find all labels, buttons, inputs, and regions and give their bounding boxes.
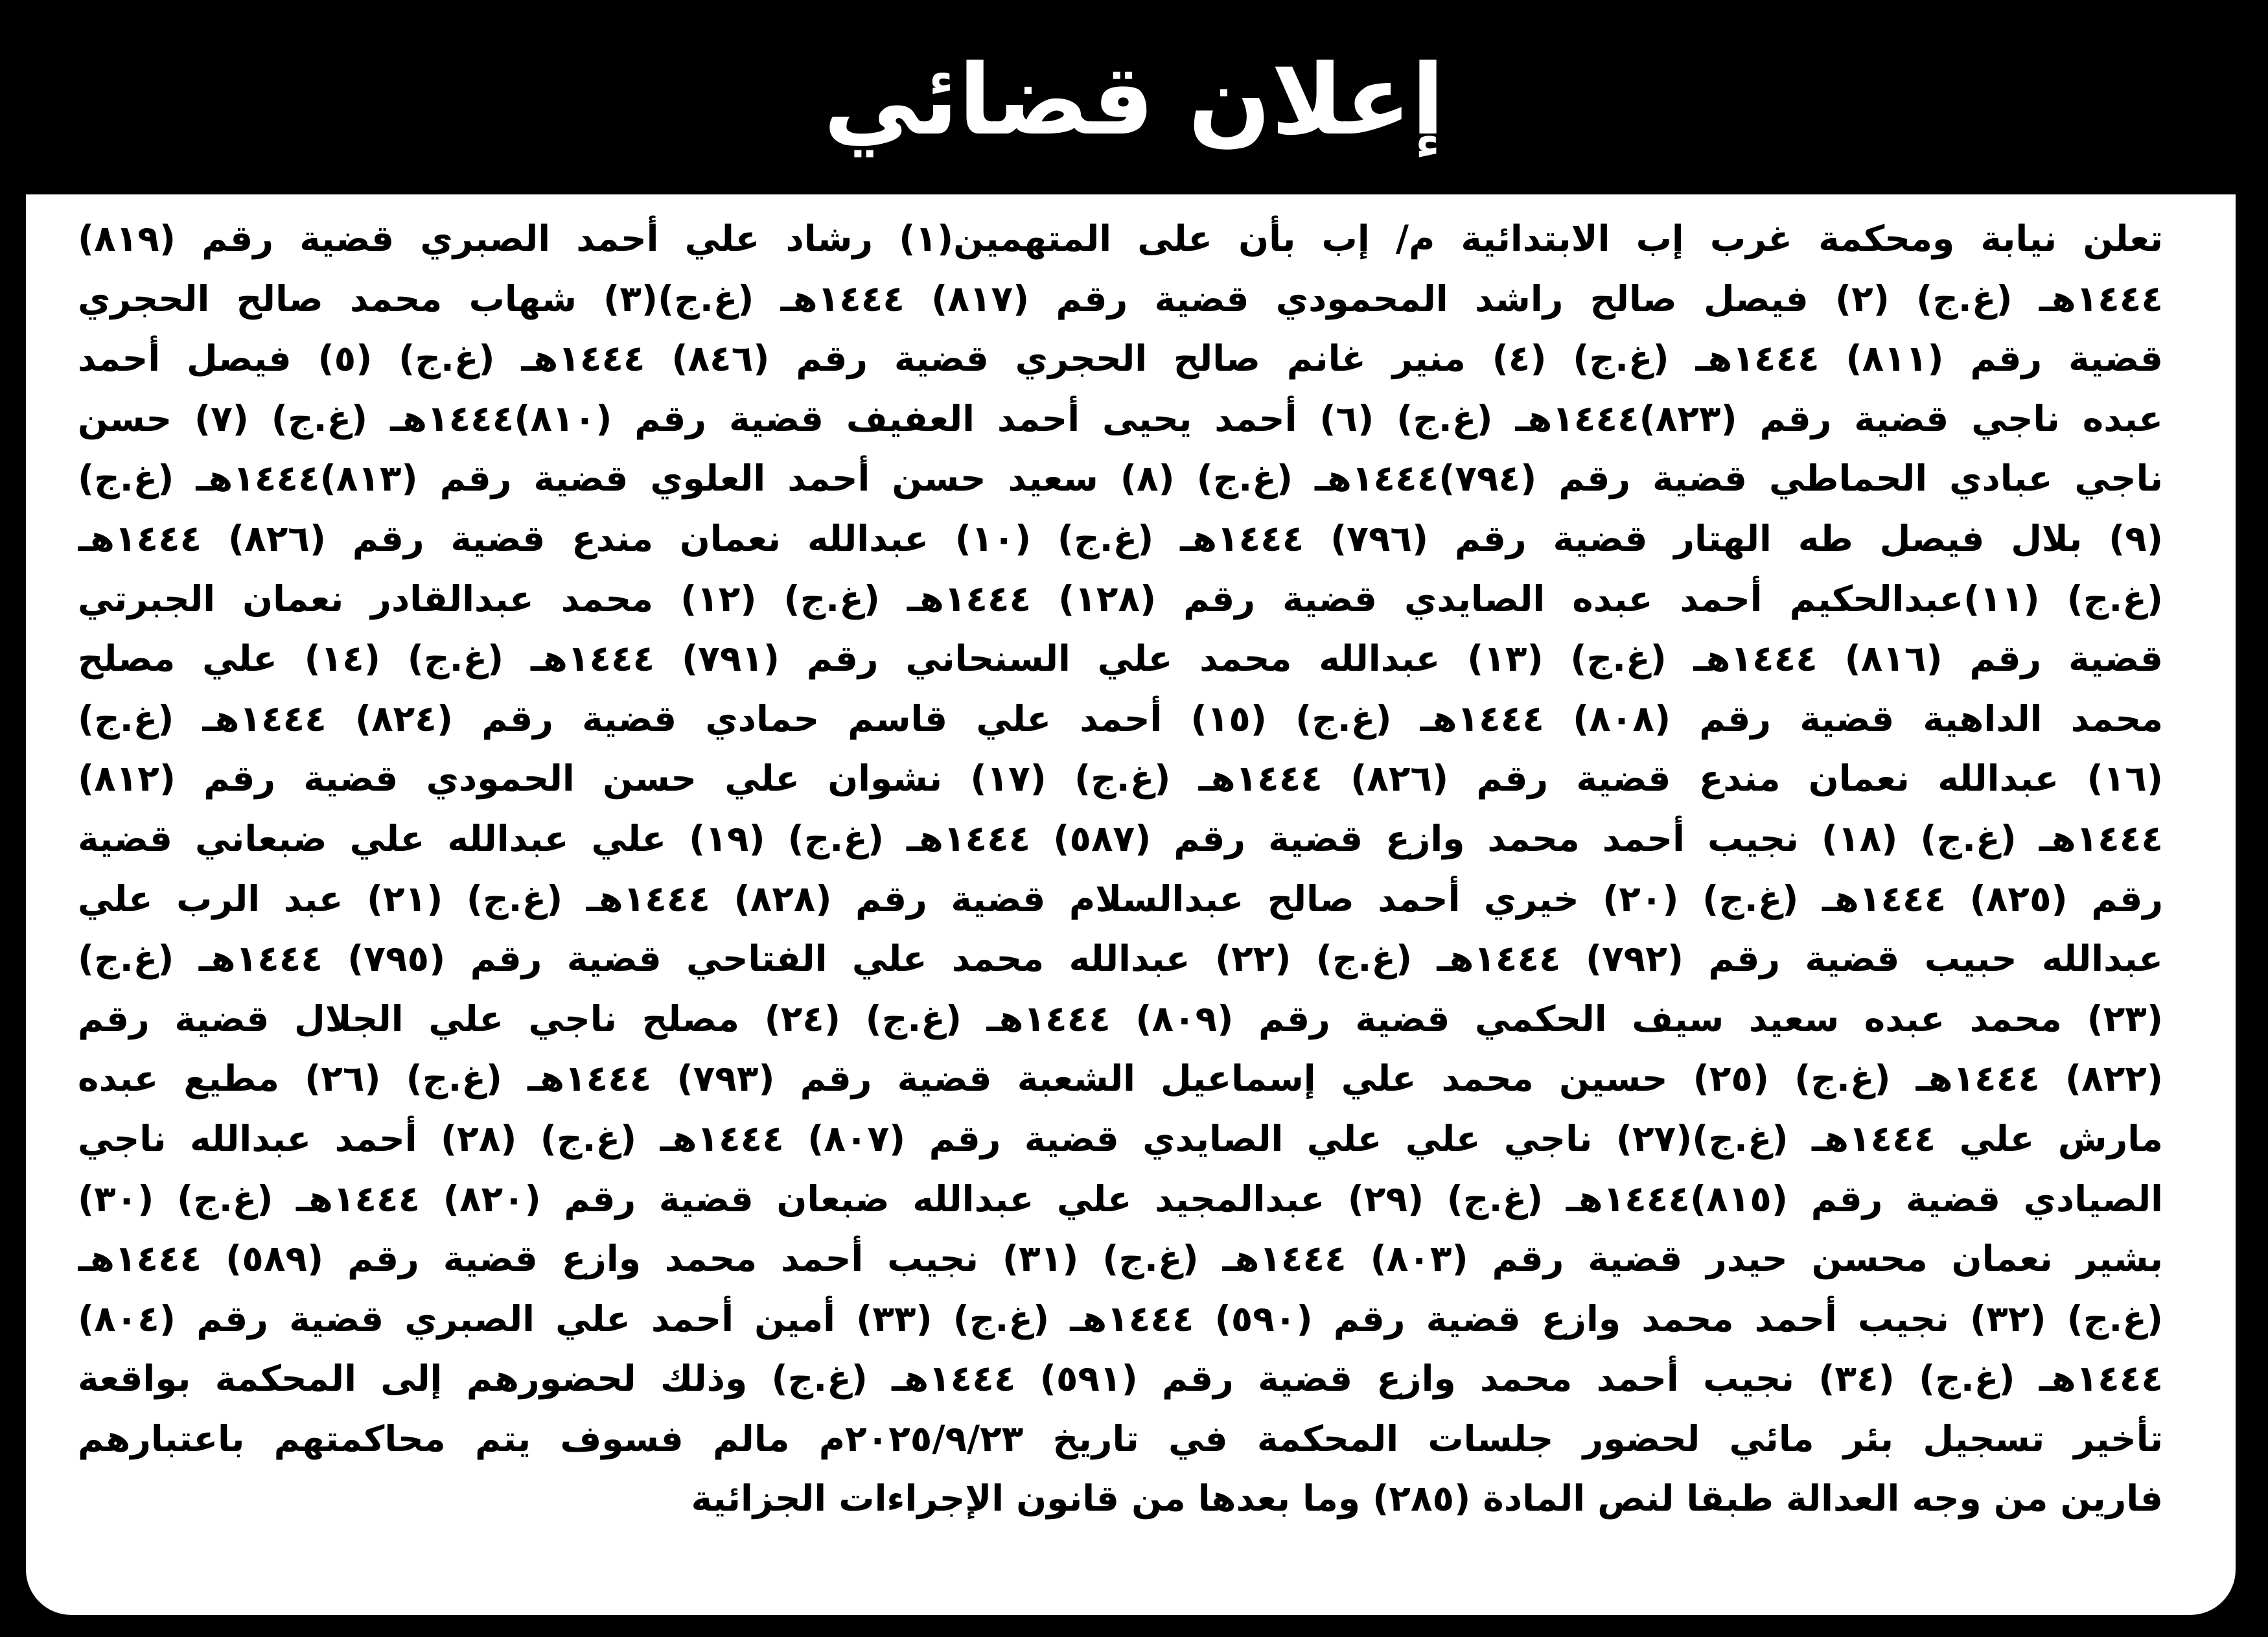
notice-line: ١٤٤٤هـ (غ.ج) (٣٤) نجيب أحمد محمد وازع قضية رقم (٥٩١) ١٤٤٤هـ (غ.ج) وذلك لحضورهم إلى المحكمة بواقعة [78,1358,2163,1400]
notice-line: (٨٢٢) ١٤٤٤هـ (غ.ج) (٢٥) حسين محمد علي إسماعيل الشعبة قضية رقم (٧٩٣) ١٤٤٤هـ (غ.ج) (٢٦) مطيع عبده [78,1058,2163,1100]
notice-line: ناجي عبادي الحماطي قضية رقم (٧٩٤)١٤٤٤هـ (غ.ج) (٨) سعيد حسن أحمد العلوي قضية رقم (٨١٣)١٤٤٤هـ (غ.ج) [78,458,2163,500]
title-banner [0,0,2268,194]
notice-line: قضية رقم (٨١٦) ١٤٤٤هـ (غ.ج) (١٣) عبدالله محمد علي السنحاني رقم (٧٩١) ١٤٤٤هـ (غ.ج) (١٤) علي مصلح [78,638,2163,680]
notice-line-final: فارين من وجه العدالة طبقا لنص المادة (٢٨٥) وما بعدها من قانون الإجراءات الجزائية [691,1478,2163,1520]
notice-line: عبدالله حبيب قضية رقم (٧٩٢) ١٤٤٤هـ (غ.ج) (٢٢) عبدالله محمد علي الفتاحي قضية رقم (٧٩٥) ١٤٤٤هـ (غ.ج) [78,938,2163,980]
notice-line: عبده ناجي قضية رقم (٨٢٣)١٤٤٤هـ (غ.ج) (٦) أحمد يحيى أحمد العفيف قضية رقم (٨١٠)١٤٤٤هـ (غ.ج) (٧) حسن [78,397,2163,439]
notice-line: (غ.ج) (٣٢) نجيب أحمد محمد وازع قضية رقم (٥٩٠) ١٤٤٤هـ (غ.ج) (٣٣) أمين أحمد علي الصبري قضية رقم (٨٠٤) [78,1297,2163,1340]
notice-line: رقم (٨٢٥) ١٤٤٤هـ (غ.ج) (٢٠) خيري أحمد صالح عبدالسلام قضية رقم (٨٢٨) ١٤٤٤هـ (غ.ج) (٢١) عبد الرب علي [78,877,2163,920]
notice-line: تأخير تسجيل بئر مائي لحضور جلسات المحكمة في تاريخ ٢٠٢٥/٩/٢٣م مالم فسوف يتم محاكمتهم باعتبارهم [78,1417,2163,1459]
notice-line: (٢٣) محمد عبده سعيد سيف الحكمي قضية رقم (٨٠٩) ١٤٤٤هـ (غ.ج) (٢٤) مصلح ناجي علي الجلال قضية رقم [78,997,2163,1039]
notice-line: (٩) بلال فيصل طه الهتار قضية رقم (٧٩٦) ١٤٤٤هـ (غ.ج) (١٠) عبدالله نعمان مندع قضية رقم (٨٢٦) ١٤٤٤هـ [78,517,2163,559]
notice-body-panel [26,194,2236,1615]
notice-line: محمد الداهية قضية رقم (٨٠٨) ١٤٤٤هـ (غ.ج) (١٥) أحمد علي قاسم حمادي قضية رقم (٨٢٤) ١٤٤٤هـ (غ.ج) [78,697,2163,739]
notice-line: (غ.ج) (١١)عبدالحكيم أحمد عبده الصايدي قضية رقم (١٢٨) ١٤٤٤هـ (غ.ج) (١٢) محمد عبدالقادر نعمان الجبرتي [78,577,2163,620]
notice-line: مارش علي ١٤٤٤هـ (غ.ج)(٢٧) ناجي علي علي الصايدي قضية رقم (٨٠٧) ١٤٤٤هـ (غ.ج) (٢٨) أحمد عبدالله ناجي [78,1117,2163,1159]
notice-line: ١٤٤٤هـ (غ.ج) (٢) فيصل صالح راشد المحمودي قضية رقم (٨١٧) ١٤٤٤هـ (غ.ج)(٣) شهاب محمد صالح الحجري [78,277,2163,319]
notice-title: إعلان قضائي [823,44,1445,157]
notice-line: الصيادي قضية رقم (٨١٥)١٤٤٤هـ (غ.ج) (٢٩) عبدالمجيد علي عبدالله ضبعان قضية رقم (٨٢٠) ١٤٤٤هـ (غ.ج) (٣٠) [78,1178,2163,1220]
notice-body-text [78,209,2163,1529]
notice-line: تعلن نيابة ومحكمة غرب إب الابتدائية م/ إب بأن على المتهمين(١) رشاد علي أحمد الصبري قضية رقم (٨١٩) [78,218,2163,259]
notice-line: قضية رقم (٨١١) ١٤٤٤هـ (غ.ج) (٤) منير غانم صالح الحجري قضية رقم (٨٤٦) ١٤٤٤هـ (غ.ج) (٥) فيصل أحمد [78,338,2163,380]
notice-line: ١٤٤٤هـ (غ.ج) (١٨) نجيب أحمد محمد وازع قضية رقم (٥٨٧) ١٤٤٤هـ (غ.ج) (١٩) علي عبدالله علي ضبعاني قضية [78,817,2163,859]
notice-line: بشير نعمان محسن حيدر قضية رقم (٨٠٣) ١٤٤٤هـ (غ.ج) (٣١) نجيب أحمد محمد وازع قضية رقم (٥٨٩) ١٤٤٤هـ [78,1238,2163,1280]
notice-line: (١٦) عبدالله نعمان مندع قضية رقم (٨٢٦) ١٤٤٤هـ (غ.ج) (١٧) نشوان علي حسن الحمودي قضية رقم (٨١٢) [78,758,2163,800]
